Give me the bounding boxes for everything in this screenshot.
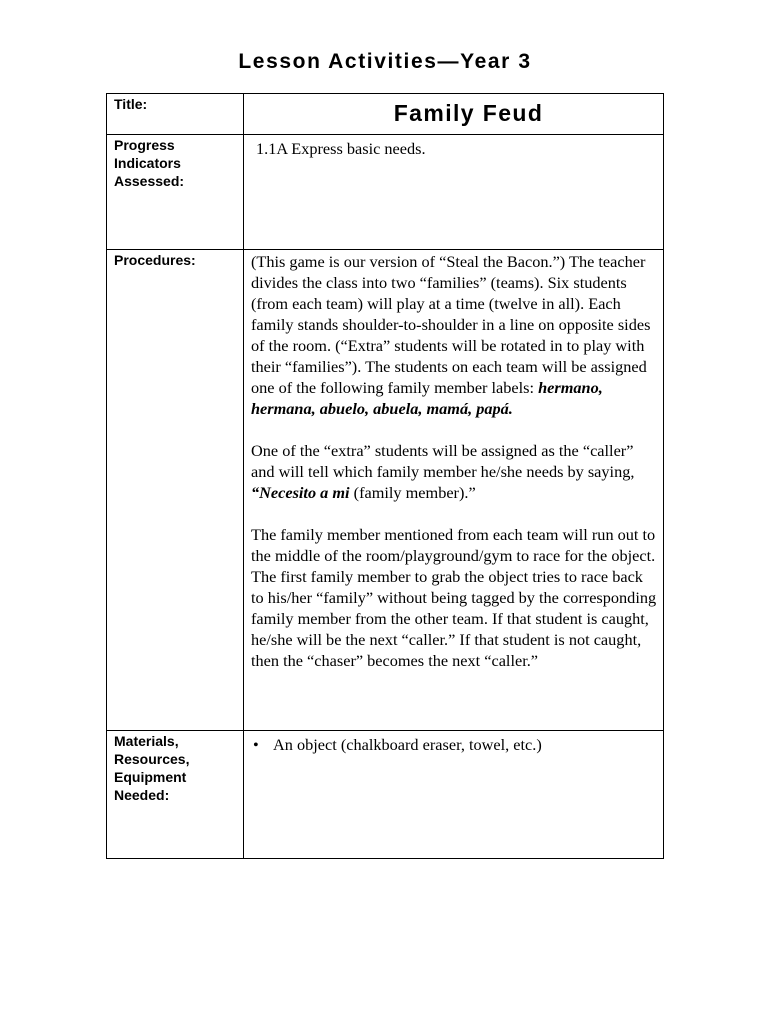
- title-label-cell: [107, 94, 244, 135]
- family-member-labels: hermano, hermana, abuelo, abuela, mamá, papá.: [251, 378, 603, 418]
- label-line: Needed:: [114, 787, 170, 803]
- lesson-table: [106, 93, 664, 859]
- label-line: Equipment: [114, 769, 187, 785]
- paragraph-text: (family member).”: [349, 483, 476, 502]
- title-row: [107, 94, 664, 135]
- label-line: Assessed:: [114, 173, 185, 189]
- progress-indicators-row: [107, 135, 664, 250]
- materials-row: [107, 731, 664, 859]
- caller-phrase: “Necesito a mi: [251, 483, 350, 502]
- procedure-paragraph-1: [251, 251, 657, 419]
- material-item-text: An object (chalkboard eraser, towel, etc.): [273, 735, 542, 754]
- page-title: Lesson Activities—Year 3: [238, 50, 532, 73]
- paragraph-text: One of the “extra” students will be assigned as the “caller” and will tell which family member he/she needs by saying,: [251, 441, 635, 481]
- label-line: Indicators: [114, 155, 181, 171]
- materials-list-item: [244, 731, 663, 755]
- procedures-text: [244, 250, 663, 671]
- procedures-label-cell: [107, 250, 244, 731]
- label-line: Progress: [114, 137, 175, 153]
- procedures-row: [107, 250, 664, 731]
- bullet-icon: •: [253, 735, 259, 754]
- title-value-cell: [244, 94, 664, 135]
- materials-label: [107, 731, 243, 804]
- procedures-label: Procedures:: [114, 252, 196, 268]
- progress-indicators-label-cell: [107, 135, 244, 250]
- procedure-paragraph-3: The family member mentioned from each team will run out to the middle of the room/playground/gym to race for the object. The first family member to grab the object tries to race back to his/her “family” without being tagged by the corresponding family member from the other team. If that student is caught, he/she will be the next “caller.” If that student is not caught, then the “chaser” becomes the next “caller.”: [251, 525, 657, 670]
- progress-indicators-label: [107, 135, 243, 190]
- materials-label-cell: [107, 731, 244, 859]
- procedure-paragraph-2: [251, 440, 657, 503]
- activity-title: Family Feud: [393, 100, 544, 126]
- progress-indicators-value-cell: [244, 135, 664, 250]
- procedures-value-cell: [244, 250, 664, 731]
- label-line: Resources,: [114, 751, 190, 767]
- materials-value-cell: [244, 731, 664, 859]
- label-line: Materials,: [114, 733, 179, 749]
- paragraph-text: (This game is our version of “Steal the Bacon.”) The teacher divides the class into two “families” (teams). Six students (from each team) will play at a time (twelve in all). Each family stands shoulder-to-shoulder in a line on opposite sides of the room. (“Extra” students will be rotated in to play with their “families”). The students on each team will be assigned one of the following family member labels:: [251, 252, 651, 397]
- progress-indicator-text: 1.1A Express basic needs.: [256, 139, 426, 158]
- title-label: Title:: [114, 96, 148, 112]
